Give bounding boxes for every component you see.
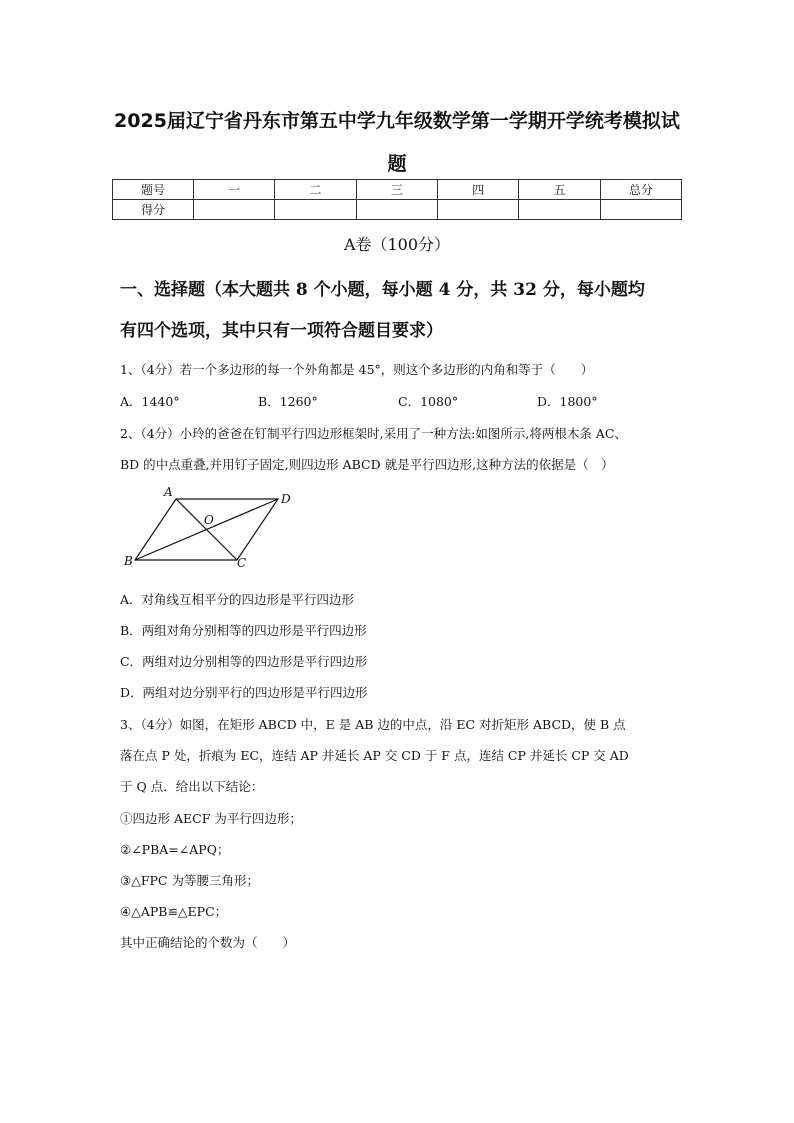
score-header-cell: 四 <box>437 180 518 200</box>
q3-stem-line3: 于 Q 点．给出以下结论： <box>120 779 264 794</box>
score-header-cell: 总分 <box>600 180 681 200</box>
q1-option-c: C．1080° <box>398 394 459 409</box>
q3-stem-line2: 落在点 P 处，折痕为 EC，连结 AP 并延长 AP 交 CD 于 F 点，连结 CP 并延长 CP 交 AD <box>120 748 629 763</box>
q3-conclusion-4: ④△APB≌△EPC； <box>120 904 228 919</box>
score-header-cell: 二 <box>275 180 356 200</box>
exam-title-line1: 2025届辽宁省丹东市第五中学九年级数学第一学期开学统考模拟试 <box>114 110 680 132</box>
score-table-score-row <box>113 200 682 220</box>
section-heading-line2: 有四个选项，其中只有一项符合题目要求） <box>120 321 443 341</box>
q2-option-c: C．两组对边分别相等的四边形是平行四边形 <box>120 654 368 669</box>
score-blank-cell <box>194 200 275 220</box>
score-header-cell: 题号 <box>113 180 194 200</box>
score-blank-cell <box>356 200 437 220</box>
score-blank-cell <box>600 200 681 220</box>
q3-question: 其中正确结论的个数为（ ） <box>120 935 296 950</box>
vertex-label-a: A <box>164 485 173 499</box>
score-blank-cell <box>519 200 600 220</box>
q2-option-b: B．两组对角分别相等的四边形是平行四边形 <box>120 623 367 638</box>
q1-option-b: B．1260° <box>258 394 318 409</box>
q2-stem-line1: 2、（4分）小玲的爸爸在钉制平行四边形框架时,采用了一种方法:如图所示,将两根木条 AC、 <box>120 426 627 441</box>
vertex-label-c: C <box>237 556 247 570</box>
q1-stem: 1、（4分）若一个多边形的每一个外角都是 45°，则这个多边形的内角和等于（ ） <box>120 362 594 377</box>
section-heading-line1: 一、选择题（本大题共 8 个小题，每小题 4 分，共 32 分，每小题均 <box>120 280 645 300</box>
score-header-cell: 五 <box>519 180 600 200</box>
vertex-label-d: D <box>281 492 291 506</box>
score-blank-cell <box>275 200 356 220</box>
q3-stem-line1: 3、（4分）如图，在矩形 ABCD 中，E 是 AB 边的中点，沿 EC 对折矩形 ABCD，使 B 点 <box>120 717 626 732</box>
q1-option-d: D．1800° <box>537 394 598 409</box>
q2-option-d: D．两组对边分别平行的四边形是平行四边形 <box>120 685 368 700</box>
parallelogram-figure <box>120 484 310 576</box>
q3-conclusion-2: ②∠PBA=∠APQ； <box>120 842 230 857</box>
score-row-label: 得分 <box>113 200 194 220</box>
q3-conclusion-1: ①四边形 AECF 为平行四边形； <box>120 811 302 826</box>
score-table-header-row <box>113 180 682 200</box>
score-blank-cell <box>437 200 518 220</box>
vertex-label-b: B <box>124 554 133 568</box>
score-header-cell: 一 <box>194 180 275 200</box>
diagonal-bd <box>135 499 278 560</box>
score-table <box>112 179 682 220</box>
exam-title-line2: 题 <box>387 153 407 175</box>
q1-option-a: A．1440° <box>120 394 180 409</box>
q2-option-a: A．对角线互相平分的四边形是平行四边形 <box>120 592 355 607</box>
center-label-o: O <box>204 513 214 527</box>
score-header-cell: 三 <box>356 180 437 200</box>
q2-stem-line2: BD 的中点重叠,并用钉子固定,则四边形 ABCD 就是平行四边形,这种方法的依据是（ ） <box>120 457 614 472</box>
paper-section-label: A卷（100分） <box>343 235 451 254</box>
q3-conclusion-3: ③△FPC 为等腰三角形； <box>120 873 259 888</box>
